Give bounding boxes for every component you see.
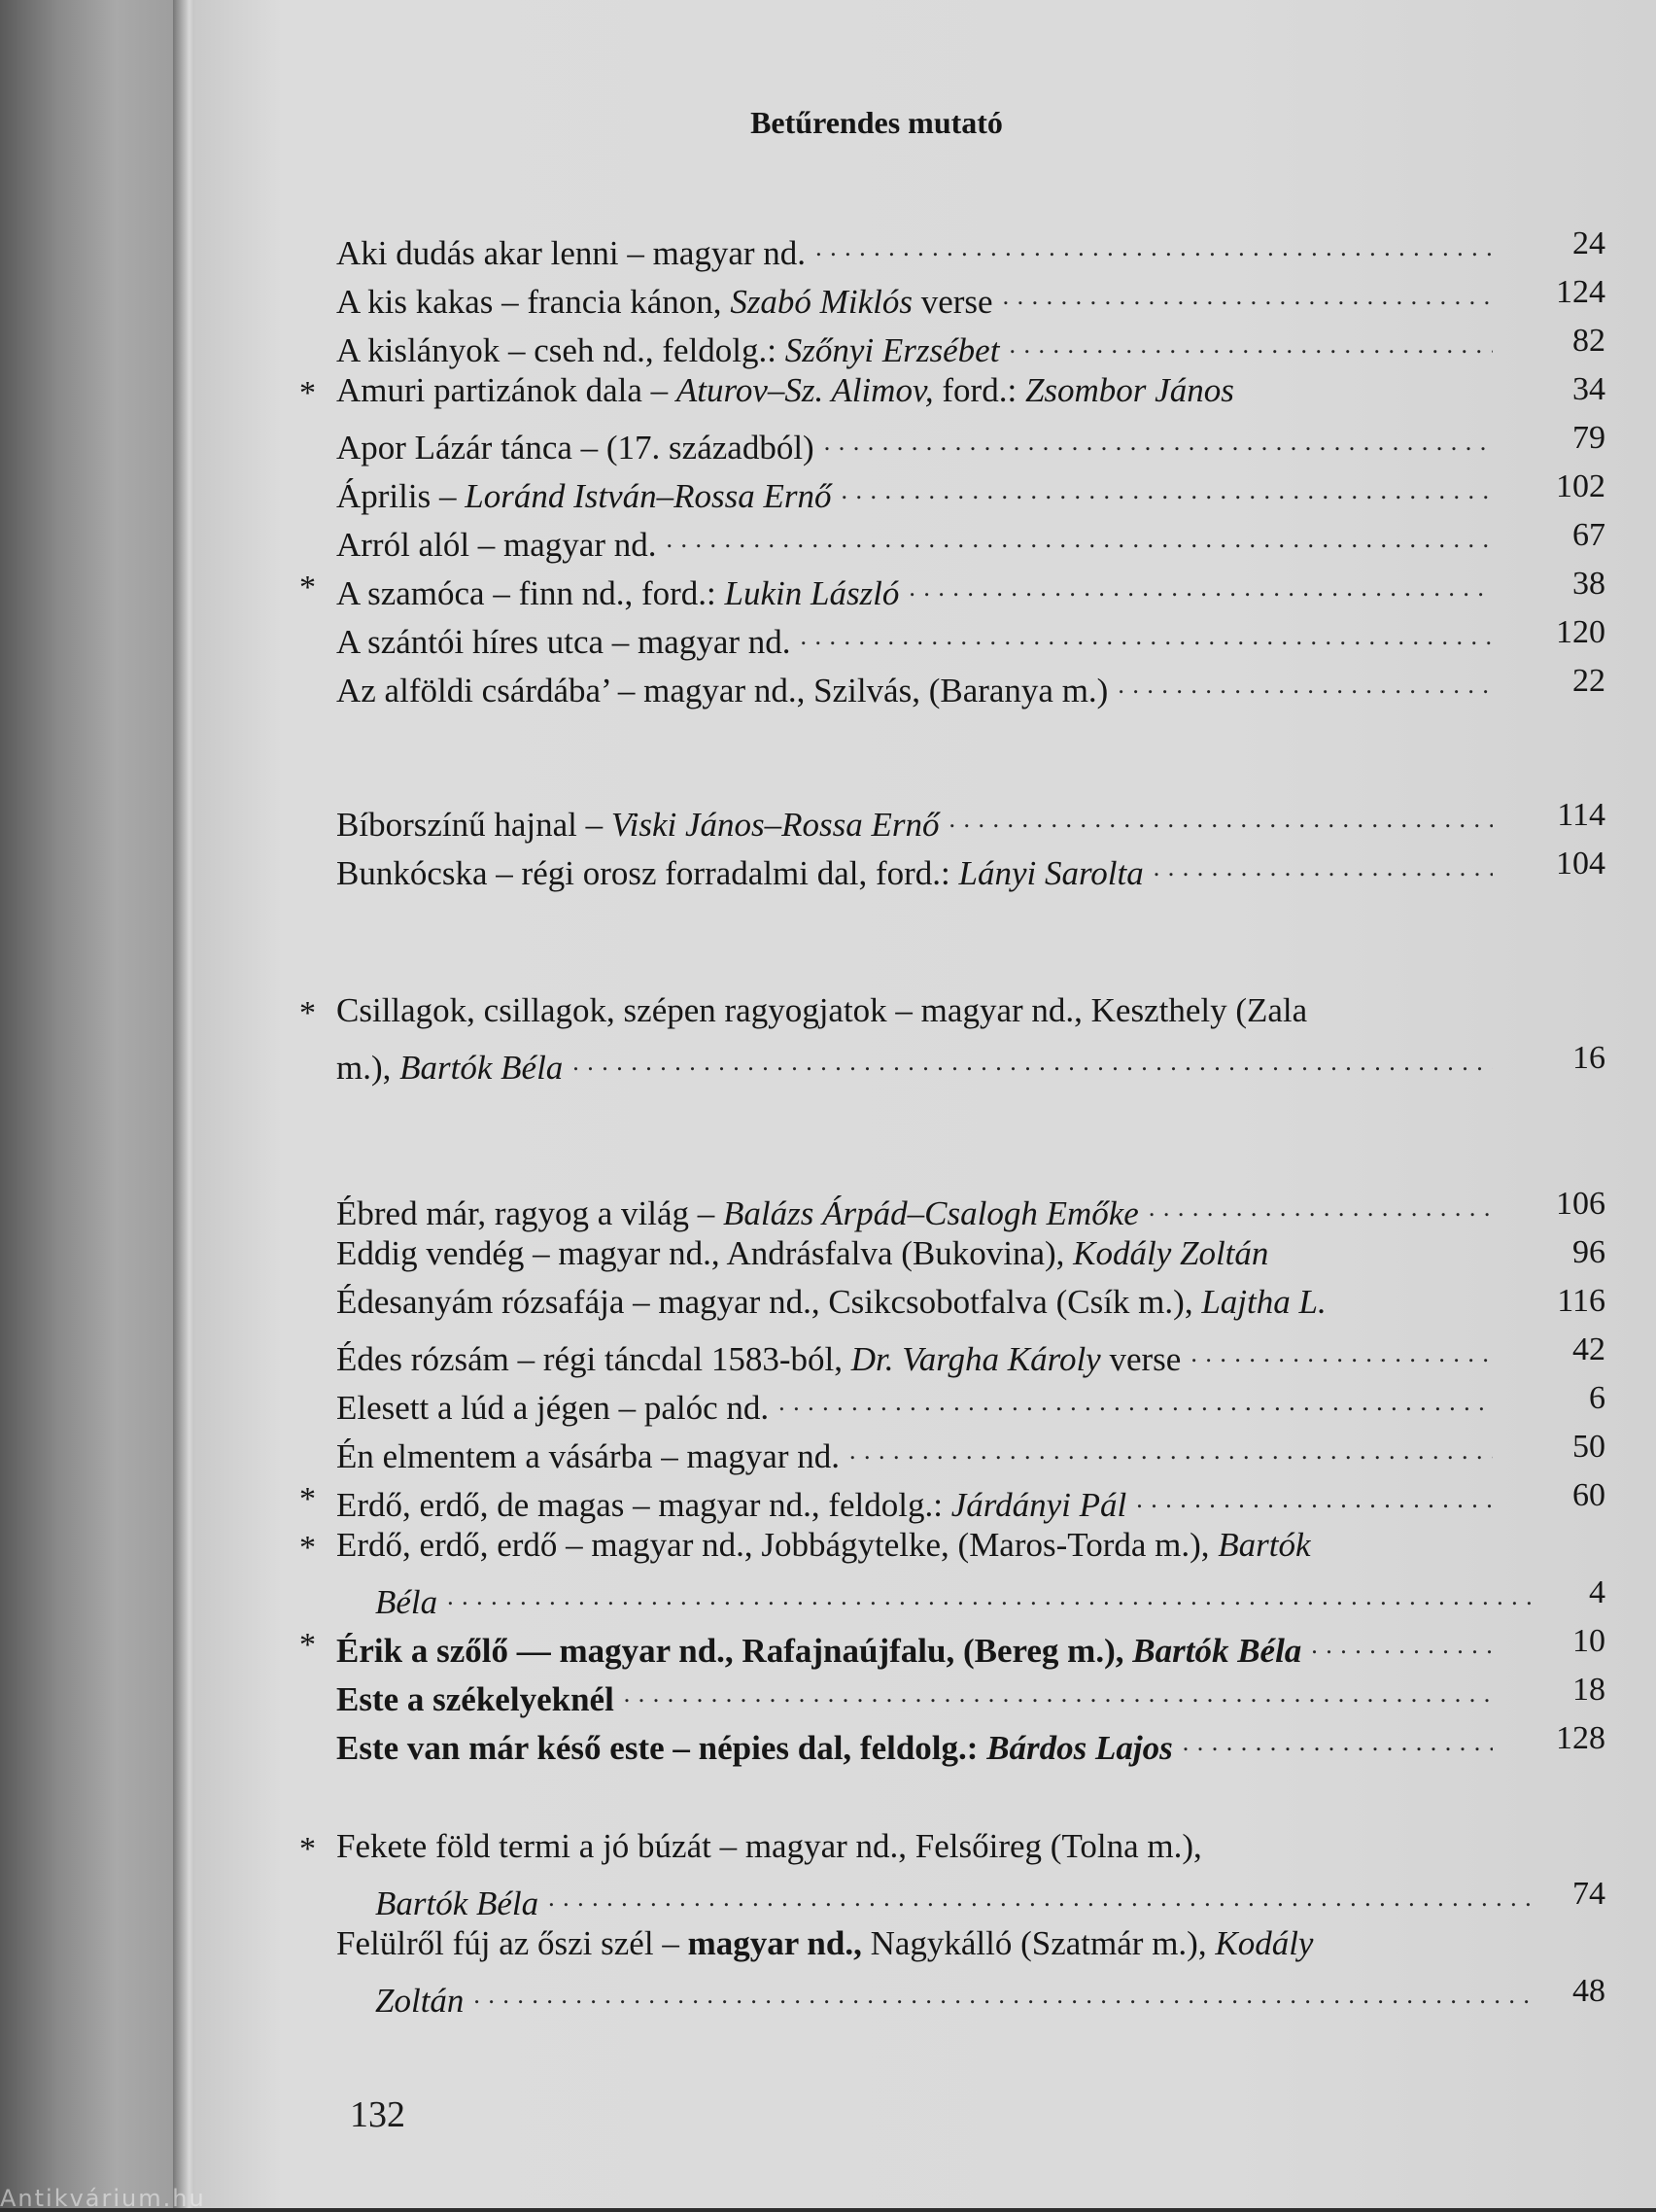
dot-leader [801, 614, 1493, 653]
entry-page-number: 114 [1557, 797, 1605, 833]
asterisk-marker: * [299, 375, 316, 411]
entry-text: Este a székelyeknél [336, 1680, 614, 1718]
entry-line [336, 566, 1502, 614]
entry-title [336, 1234, 1268, 1273]
entry-text: Aki dudás akar lenni – magyar nd. [336, 234, 807, 272]
entry-author: Lányi Sarolta [958, 854, 1144, 892]
entry-title [336, 283, 993, 322]
entry-line [336, 1186, 1502, 1234]
entry-line [336, 1924, 1502, 1973]
entry-title [336, 1194, 1139, 1233]
entry-text: ford.: [933, 371, 1025, 409]
entry-text: A szamóca – finn nd., ford.: [336, 574, 725, 612]
entry-line [336, 1477, 1502, 1526]
entry-page-number: 38 [1572, 566, 1605, 602]
entry-page-number: 24 [1572, 225, 1605, 261]
dot-leader [1149, 1186, 1493, 1225]
entry-title [336, 1283, 1327, 1322]
dot-leader [1118, 663, 1493, 702]
entry-title [375, 1982, 464, 2021]
entry-page-number: 48 [1572, 1973, 1605, 2009]
entry-text: Arról alól – magyar nd. [336, 526, 657, 564]
entry-line [336, 1331, 1502, 1380]
entry-title [336, 854, 1144, 893]
entry-text: verse [912, 283, 993, 321]
entry-line [336, 1526, 1502, 1574]
dot-leader [1009, 323, 1493, 362]
dot-leader [841, 468, 1493, 507]
entry-author: Lajtha L. [1201, 1283, 1327, 1321]
entry-author: Bartók [1218, 1526, 1311, 1564]
entry-page-number: 74 [1572, 1876, 1605, 1912]
entry-author: Balázs Árpád–Csalogh Emőke [723, 1194, 1139, 1232]
entry-author: Viski János–Rossa Ernő [610, 806, 940, 844]
entry-title [375, 1884, 538, 1923]
entry-line [336, 274, 1502, 323]
entry-title [336, 331, 999, 370]
entry-text: Amuri partizánok dala – [336, 371, 676, 409]
dot-leader [778, 1380, 1493, 1419]
entry-text: A kislányok – cseh nd., feldolg.: [336, 331, 785, 369]
entry-line [336, 371, 1502, 420]
entry-text: Az alföldi csárdába’ – magyar nd., Szilvás, (Baranya m.) [336, 672, 1109, 709]
entry-line [336, 1283, 1502, 1331]
entry-title [336, 477, 831, 516]
entry-text: Érik a szőlő — magyar nd., Rafajnaújfalu, (Bereg m.), [336, 1632, 1133, 1670]
entry-text: Erdő, erdő, de magas – magyar nd., feldolg.: [336, 1486, 951, 1524]
index-entries [194, 0, 1656, 2208]
entry-author: Zsombor János [1024, 371, 1234, 409]
dot-leader [815, 225, 1493, 264]
entry-page-number: 18 [1572, 1672, 1605, 1708]
entry-title [336, 1486, 1126, 1525]
entry-title [336, 991, 1307, 1030]
entry-line [336, 797, 1502, 846]
entry-title [336, 623, 791, 662]
entry-page-number: 6 [1589, 1380, 1605, 1416]
entry-page-number: 128 [1556, 1720, 1605, 1756]
entry-text: Április – [336, 477, 466, 515]
entry-text: Elesett a lúd a jégen – palóc nd. [336, 1389, 770, 1427]
dot-leader [949, 797, 1493, 836]
asterisk-marker: * [299, 1481, 316, 1517]
entry-line [375, 1876, 1541, 1924]
entry-title [336, 234, 806, 273]
entry-author: Béla [375, 1583, 438, 1621]
entry-line [336, 1040, 1502, 1089]
book-spine [0, 0, 194, 2208]
entry-title [336, 1827, 1202, 1866]
entry-author: Dr. Vargha Károly [850, 1340, 1101, 1378]
asterisk-marker: * [299, 1831, 316, 1867]
entry-title [336, 526, 657, 565]
entry-page-number: 4 [1589, 1574, 1605, 1610]
dot-leader [624, 1672, 1493, 1711]
entry-text: Csillagok, csillagok, szépen ragyogjatok – magyar nd., Keszthely (Zala [336, 991, 1308, 1029]
entry-page-number: 34 [1572, 371, 1605, 407]
entry-page-number: 60 [1572, 1477, 1605, 1513]
entry-line [336, 1429, 1502, 1477]
entry-line [336, 225, 1502, 274]
entry-page-number: 102 [1556, 468, 1605, 504]
asterisk-marker: * [299, 570, 316, 605]
asterisk-marker: * [299, 995, 316, 1031]
entry-line [336, 1234, 1502, 1283]
entry-text: Felülről fúj az őszi szél – [336, 1924, 688, 1962]
entry-line [336, 517, 1502, 566]
entry-author: Bartók Béla [399, 1049, 564, 1087]
dot-leader [667, 517, 1494, 556]
entry-page-number: 67 [1572, 517, 1605, 553]
dot-leader [572, 1040, 1493, 1079]
entry-line [336, 614, 1502, 663]
entry-title [336, 371, 1234, 410]
entry-page-number: 120 [1556, 614, 1605, 650]
entry-text: Bunkócska – régi orosz forradalmi dal, ford.: [336, 854, 959, 892]
entry-text: Ébred már, ragyog a világ – [336, 1194, 724, 1232]
entry-title [336, 1632, 1301, 1671]
entry-text: Erdő, erdő, erdő – magyar nd., Jobbágytelke, (Maros-Torda m.), [336, 1526, 1219, 1564]
entry-text: Nagykálló (Szatmár m.), [861, 1924, 1216, 1962]
entry-text: A szántói híres utca – magyar nd. [336, 623, 791, 661]
entry-title [336, 1924, 1313, 1963]
asterisk-marker: * [299, 1530, 316, 1566]
entry-page-number: 22 [1572, 663, 1605, 699]
entry-page-number: 106 [1556, 1186, 1605, 1222]
index-page [194, 0, 1656, 2208]
entry-text: magyar nd., [687, 1924, 862, 1962]
dot-leader [1136, 1477, 1493, 1516]
entry-line [336, 420, 1502, 468]
entry-title [336, 672, 1108, 710]
entry-title [336, 429, 814, 467]
dot-leader [1190, 1331, 1493, 1370]
entry-page-number: 42 [1572, 1331, 1605, 1367]
dot-leader [1003, 274, 1493, 313]
entry-author: Járdányi Pál [950, 1486, 1127, 1524]
dot-leader [1183, 1720, 1493, 1759]
dot-leader [849, 1429, 1493, 1468]
page-number: 132 [350, 2094, 405, 2135]
entry-title [336, 574, 899, 613]
entry-text: A kis kakas – francia kánon, [336, 283, 731, 321]
dot-leader [447, 1574, 1532, 1613]
entry-title [336, 1389, 769, 1428]
entry-title [336, 1526, 1311, 1565]
entry-page-number: 79 [1572, 420, 1605, 456]
entry-text: Apor Lázár tánca – (17. századból) [336, 429, 814, 467]
entry-author: Bartók Béla [1132, 1632, 1302, 1670]
watermark: Antikvárium.hu [0, 2185, 206, 2212]
entry-title [336, 1729, 1173, 1768]
entry-line [336, 1672, 1502, 1720]
entry-text: Édes rózsám – régi táncdal 1583-ból, [336, 1340, 851, 1378]
entry-line [336, 663, 1502, 711]
entry-text: Én elmentem a vásárba – magyar nd. [336, 1437, 840, 1475]
entry-page-number: 10 [1572, 1623, 1605, 1659]
entry-line [336, 1623, 1502, 1672]
entry-line [375, 1973, 1541, 2022]
entry-author: Lukin László [724, 574, 900, 612]
entry-title [336, 806, 940, 845]
entry-author: Bartók Béla [375, 1884, 539, 1922]
dot-leader [1154, 846, 1493, 884]
entry-author: Loránd István–Rossa Ernő [465, 477, 832, 515]
entry-text: Bíborszínű hajnal – [336, 806, 611, 844]
entry-line [336, 1720, 1502, 1769]
entry-author: Aturov–Sz. Alimov, [675, 371, 934, 409]
entry-page-number: 96 [1572, 1234, 1605, 1270]
entry-text: Eddig vendég – magyar nd., Andrásfalva (Bukovina), [336, 1234, 1074, 1272]
entry-text: Este van már késő este – népies dal, feldolg.: [336, 1729, 987, 1767]
entry-page-number: 124 [1556, 274, 1605, 310]
entry-line [336, 1827, 1502, 1876]
entry-page-number: 16 [1572, 1040, 1605, 1076]
asterisk-marker: * [299, 1627, 316, 1663]
entry-text: verse [1100, 1340, 1182, 1378]
entry-line [336, 323, 1502, 371]
entry-title [375, 1583, 437, 1622]
entry-author: Kodály [1215, 1924, 1314, 1962]
entry-author: Kodály Zoltán [1073, 1234, 1269, 1272]
entry-author: Szőnyi Erzsébet [784, 331, 1000, 369]
dot-leader [909, 566, 1493, 605]
entry-author: Bárdos Lajos [986, 1729, 1173, 1767]
dot-leader [548, 1876, 1532, 1915]
dot-leader [473, 1973, 1532, 2012]
entry-title [336, 1340, 1181, 1379]
dot-leader [1311, 1623, 1493, 1662]
entry-text: m.), [336, 1049, 400, 1087]
entry-page-number: 82 [1572, 323, 1605, 359]
entry-page-number: 104 [1556, 846, 1605, 881]
entry-line [336, 846, 1502, 894]
entry-page-number: 50 [1572, 1429, 1605, 1465]
entry-text: Édesanyám rózsafája – magyar nd., Csikcsobotfalva (Csík m.), [336, 1283, 1202, 1321]
entry-page-number: 116 [1557, 1283, 1605, 1319]
dot-leader [824, 420, 1493, 459]
entry-title [336, 1437, 840, 1476]
page-title: Betűrendes mutató [750, 105, 1003, 140]
entry-title [336, 1049, 563, 1088]
entry-text: Fekete föld termi a jó búzát – magyar nd., Felsőireg (Tolna m.), [336, 1827, 1202, 1865]
page-edge [173, 0, 196, 2208]
entry-author: Szabó Miklós [730, 283, 913, 321]
entry-author: Zoltán [375, 1982, 465, 2020]
entry-line [336, 468, 1502, 517]
entry-line [336, 1380, 1502, 1429]
entry-line [375, 1574, 1541, 1623]
entry-line [336, 991, 1502, 1040]
entry-title [336, 1680, 614, 1719]
